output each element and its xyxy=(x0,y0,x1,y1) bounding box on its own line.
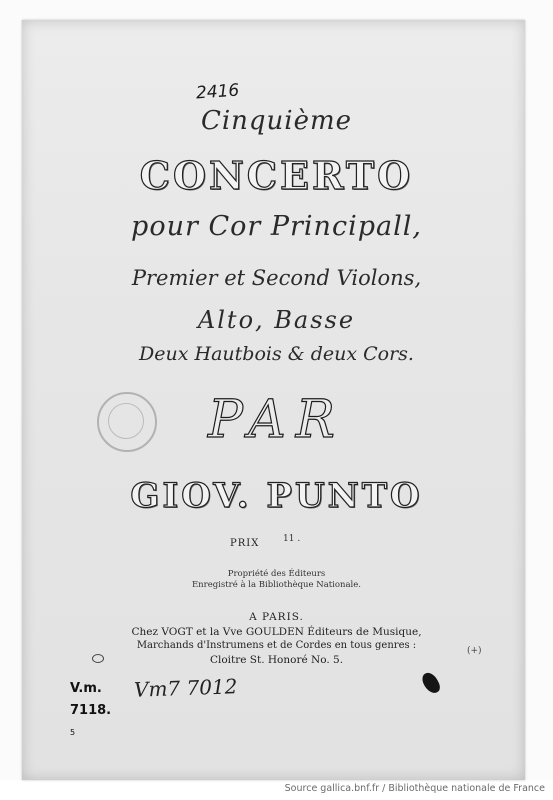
propriete-line: Propriété des Éditeurs xyxy=(227,569,326,579)
publisher-city: A PARIS. xyxy=(249,611,304,623)
shelf-number: 2416 xyxy=(195,80,240,104)
title-cinquieme: Cinquième xyxy=(200,106,353,136)
title-hautbois-cors: Deux Hautbois & deux Cors. xyxy=(139,343,414,365)
prix-label: PRIX xyxy=(230,538,260,549)
handwritten-call-number: Vm7 7012 xyxy=(133,674,238,702)
call-stamp-line-2: 7118. xyxy=(70,703,112,718)
title-concerto: CONCERTO xyxy=(139,153,414,198)
publisher-address: Cloitre St. Honoré No. 5. xyxy=(209,654,344,666)
publisher-trade: Marchands d'Instrumens et de Cordes en tous genres : xyxy=(136,640,417,651)
composer-name: GIOV. PUNTO xyxy=(130,476,423,516)
title-pour-cor: pour Cor Principall, xyxy=(131,211,422,242)
enregistre-line: Enregistré à la Bibliothèque Nationale. xyxy=(191,580,362,590)
margin-mark-icon xyxy=(92,654,104,663)
title-par: PAR xyxy=(208,390,345,450)
call-stamp-small: 5 xyxy=(70,728,76,737)
call-number-stamp xyxy=(70,678,111,744)
title-violons: Premier et Second Violons, xyxy=(131,266,422,290)
call-stamp-line-1: V.m. xyxy=(70,681,102,696)
publisher-name: Chez VOGT et la Vve GOULDEN Éditeurs de Musique, xyxy=(131,626,422,638)
source-credit: Source gallica.bnf.fr / Bibliothèque nationale de France xyxy=(284,783,545,794)
title-alto-basse: Alto, Basse xyxy=(197,306,356,334)
prix-value: 11 . xyxy=(283,534,301,544)
page-mark: (+) xyxy=(467,646,482,656)
